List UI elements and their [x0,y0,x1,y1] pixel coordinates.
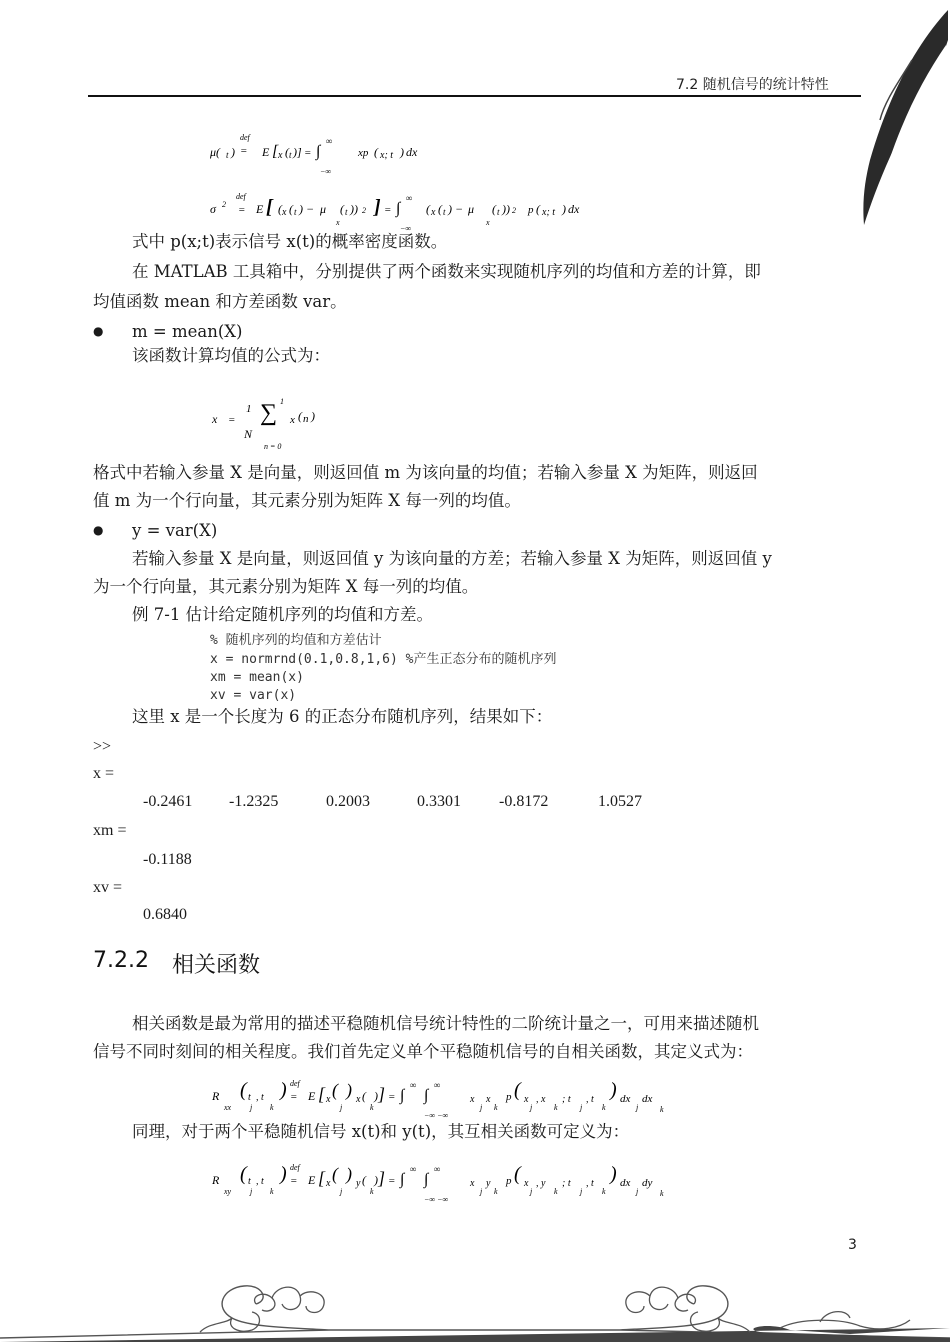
svg-text:j: j [250,1187,253,1196]
svg-text:k: k [270,1103,274,1112]
section-number: 7.2.2 [93,948,149,973]
svg-text:(: ( [332,1080,338,1100]
mean-explain-line1: 格式中若输入参量 X 是向量，则返回值 m 为该向量的均值；若输入参量 X 为矩阵，则返回 [93,463,758,482]
svg-text:x: x [524,1094,529,1105]
svg-text:xx: xx [224,1103,232,1112]
svg-text:x: x [278,150,283,161]
svg-text:k: k [660,1189,664,1198]
svg-text:t: t [294,207,297,217]
svg-text:k: k [370,1187,374,1196]
svg-text:(: ( [438,202,442,216]
svg-text:E: E [308,1089,316,1103]
svg-text:x: x [470,1094,475,1105]
output-x-value: 1.0527 [598,793,642,810]
bullet-var-function: y = var(X) [132,521,218,540]
bullet-dot: ● [93,523,104,537]
svg-text:j: j [530,1103,533,1112]
svg-text:xp: xp [358,147,369,159]
svg-text:(: ( [362,1089,366,1103]
svg-text:x: x [486,1094,491,1105]
output-xv-label: xv = [93,879,123,896]
svg-text:y: y [356,1178,361,1189]
svg-text:j: j [636,1187,639,1196]
svg-text:k: k [660,1105,664,1114]
svg-text:μ: μ [468,202,475,216]
svg-text:1: 1 [246,403,252,415]
svg-text:k: k [370,1103,374,1112]
svg-text:t: t [443,207,446,217]
svg-text:x; t: x; t [542,207,556,218]
svg-text:]: ] [374,196,381,218]
svg-text:): ) [610,1163,617,1185]
output-xm-label: xm = [93,822,127,839]
svg-text:j: j [340,1103,343,1112]
svg-text:(: ( [514,1079,521,1101]
svg-text:E: E [262,145,270,159]
result-intro: 这里 x 是一个长度为 6 的正态分布随机序列，结果如下： [132,707,553,726]
svg-text:dx: dx [568,202,580,216]
svg-text:[: [ [318,1168,326,1188]
svg-text:): ) [311,409,315,423]
svg-text:=: = [388,1175,396,1187]
svg-text:=: = [304,147,312,159]
svg-text:dx: dx [620,1093,631,1105]
svg-text:t: t [226,150,229,160]
svg-text:]: ] [378,1084,386,1104]
svg-text:∞: ∞ [410,1164,417,1174]
svg-text:j: j [480,1187,483,1196]
autocorrelation-formula [210,1072,690,1122]
svg-text:(: ( [298,409,302,423]
svg-text:=: = [290,1175,298,1187]
svg-text:−∞ −∞: −∞ −∞ [424,1111,449,1120]
bullet-mean-function: m = mean(X) [132,322,243,341]
svg-text:, t: , t [586,1094,594,1105]
matlab-intro-line2: 均值函数 mean 和方差函数 var。 [93,292,347,311]
svg-text:; t: ; t [562,1178,571,1189]
var-explain-line2: 为一个行向量，其元素分别为矩阵 X 每一列的均值。 [93,577,479,596]
cross-correlation-glyphs [210,1156,690,1206]
page-number: 3 [848,1237,857,1253]
svg-text:∫: ∫ [396,200,401,217]
svg-text:t: t [248,1092,251,1103]
svg-text:p: p [528,204,534,216]
svg-text:(: ( [285,145,289,159]
svg-text:(: ( [240,1079,247,1101]
probability-density-note: 式中 p(x;t)表示信号 x(t)的概率密度函数。 [132,232,448,251]
svg-text:∫: ∫ [400,1171,405,1188]
svg-text:μ: μ [320,202,327,216]
svg-text:j: j [580,1103,583,1112]
svg-text:=: = [238,204,246,216]
svg-text:k: k [602,1187,606,1196]
svg-text:): ) [610,1079,617,1101]
svg-text:x: x [524,1178,529,1189]
variance-formula-glyphs [210,185,610,235]
svg-text:k: k [494,1187,498,1196]
mean-formula-glyphs [210,128,470,178]
svg-text:)): )) [350,202,358,216]
svg-text:; t: ; t [562,1094,571,1105]
svg-text:x: x [486,218,490,227]
svg-text:x; t: x; t [380,150,394,161]
svg-text:x: x [470,1178,475,1189]
svg-text:(: ( [240,1163,247,1185]
cross-correlation-formula [210,1156,690,1206]
svg-text:j: j [340,1187,343,1196]
svg-text:def: def [236,192,246,201]
svg-text:): ) [562,202,566,216]
mean-sum-formula [210,390,350,460]
svg-text:∫: ∫ [400,1087,405,1104]
code-normrnd-line: x = normrnd(0.1,0.8,1,6) %产生正态分布的随机序列 [210,652,557,667]
svg-text:k: k [554,1187,558,1196]
svg-text:t: t [289,150,292,160]
svg-text:p: p [506,1091,512,1103]
svg-text:): ) [400,145,404,159]
svg-text:k: k [270,1187,274,1196]
svg-text:) −: ) − [448,202,464,216]
svg-text:, t: , t [256,1176,264,1187]
svg-text:x: x [290,414,295,426]
svg-text:x: x [356,1094,361,1105]
cross-correlation-intro: 同理，对于两个平稳随机信号 x(t)和 y(t)，其互相关函数可定义为： [132,1122,630,1141]
svg-text:σ: σ [210,202,216,216]
svg-text:def: def [290,1163,300,1172]
svg-text:−∞: −∞ [400,224,412,233]
autocorrelation-glyphs [210,1072,690,1122]
running-header: 7.2 随机信号的统计特性 [676,77,829,93]
svg-text:(: ( [536,202,540,216]
svg-text:k: k [554,1103,558,1112]
svg-text:2: 2 [362,206,366,215]
output-x-value: -0.8172 [499,793,549,810]
svg-text:=: = [240,145,248,157]
svg-text:y: y [486,1178,491,1189]
output-xv-value: 0.6840 [143,906,187,923]
svg-text:(: ( [340,202,344,216]
svg-text:2: 2 [512,206,516,215]
svg-text:)): )) [502,202,510,216]
output-x-value: 0.3301 [417,793,461,810]
svg-text:= 0: = 0 [270,442,282,451]
svg-text:): ) [231,145,235,159]
svg-text:def: def [240,133,250,142]
svg-text:j: j [250,1103,253,1112]
svg-text:, y: , y [536,1178,546,1189]
svg-text:∫: ∫ [316,143,321,160]
svg-text:, t: , t [586,1178,594,1189]
output-x-value: -0.2461 [143,793,193,810]
mean-sum-glyphs [210,390,350,460]
svg-text:t: t [248,1176,251,1187]
mean-formula-intro: 该函数计算均值的公式为： [132,346,330,365]
svg-text:μ(: μ( [210,145,221,159]
svg-text:(: ( [492,202,496,216]
svg-text:(: ( [278,202,282,216]
cloud-footer-decoration [0,1268,950,1342]
svg-text:E: E [256,202,264,216]
svg-text:[: [ [318,1084,326,1104]
svg-text:(: ( [362,1173,366,1187]
svg-text:t: t [345,207,348,217]
svg-text:(: ( [289,202,293,216]
svg-text:def: def [290,1079,300,1088]
svg-text:−∞: −∞ [320,167,332,176]
svg-text:dx: dx [620,1177,631,1189]
example-title: 例 7-1 估计给定随机序列的均值和方差。 [132,605,434,624]
svg-text:=: = [290,1091,298,1103]
svg-text:∞: ∞ [410,1080,417,1090]
svg-text:xy: xy [224,1187,232,1196]
svg-text:(: ( [426,202,430,216]
svg-text:1: 1 [280,397,284,406]
svg-text:∞: ∞ [434,1164,441,1174]
svg-text:R: R [212,1173,220,1187]
svg-text:E: E [308,1173,316,1187]
svg-text:, t: , t [256,1092,264,1103]
svg-text:x: x [336,218,340,227]
svg-text:=: = [384,204,392,216]
svg-text:): ) [346,1164,352,1184]
svg-text:=: = [228,414,236,426]
svg-text:x: x [282,207,287,218]
svg-text:x: x [326,1178,331,1189]
output-prompt: >> [93,738,112,755]
svg-text:]: ] [378,1168,386,1188]
svg-text:j: j [480,1103,483,1112]
output-xm-value: -0.1188 [143,851,192,868]
svg-text:[: [ [266,196,273,218]
header-rule [88,95,861,97]
svg-text:j: j [530,1187,533,1196]
svg-text:, x: , x [536,1094,546,1105]
svg-text:): ) [346,1080,352,1100]
svg-text:∑: ∑ [260,400,278,426]
var-explain-line1: 若输入参量 X 是向量，则返回值 y 为该向量的方差；若输入参量 X 为矩阵，则返回值 y [132,549,772,568]
svg-text:[: [ [272,143,279,160]
svg-text:) −: ) − [299,202,315,216]
svg-text:∞: ∞ [406,193,413,203]
svg-text:): ) [374,1173,378,1187]
svg-text:x: x [431,207,436,218]
correlation-intro-line2: 信号不同时刻间的相关程度。我们首先定义单个平稳随机信号的自相关函数，其定义式为： [93,1042,753,1061]
variance-definition-formula [210,185,610,235]
output-x-value: 0.2003 [326,793,370,810]
code-comment-line: % 随机序列的均值和方差估计 [210,633,382,648]
svg-text:(: ( [374,145,378,159]
svg-text:=: = [388,1091,396,1103]
correlation-intro-line1: 相关函数是最为常用的描述平稳随机信号统计特性的二阶统计量之一，可用来描述随机 [132,1014,759,1033]
svg-text:(: ( [514,1163,521,1185]
svg-text:∫: ∫ [424,1171,429,1188]
svg-text:k: k [602,1103,606,1112]
svg-text:dx: dx [642,1093,653,1105]
mean-definition-formula [210,128,470,178]
svg-text:n: n [264,442,268,451]
mean-explain-line2: 值 m 为一个行向量，其元素分别为矩阵 X 每一列的均值。 [93,491,521,510]
svg-text:∞: ∞ [326,136,333,146]
svg-text:k: k [494,1103,498,1112]
svg-text:(: ( [332,1164,338,1184]
svg-text:): ) [280,1079,287,1101]
code-mean-line: xm = mean(x) [210,670,304,685]
svg-text:∫: ∫ [424,1087,429,1104]
svg-text:)]: )] [293,145,302,159]
svg-text:x: x [212,412,218,426]
bullet-dot: ● [93,324,104,338]
svg-text:dx: dx [406,145,418,159]
svg-text:dy: dy [642,1177,653,1189]
output-x-value: -1.2325 [229,793,279,810]
svg-text:−∞ −∞: −∞ −∞ [424,1195,449,1204]
svg-text:2: 2 [222,200,226,209]
code-var-line: xv = var(x) [210,688,297,703]
svg-text:p: p [506,1175,512,1187]
matlab-intro-line1: 在 MATLAB 工具箱中，分别提供了两个函数来实现随机序列的均值和方差的计算，即 [132,262,761,281]
svg-text:): ) [374,1089,378,1103]
svg-text:j: j [636,1103,639,1112]
svg-text:j: j [580,1187,583,1196]
svg-text:x: x [326,1094,331,1105]
svg-text:t: t [497,207,500,217]
section-title: 相关函数 [172,953,261,978]
svg-text:n: n [303,413,309,425]
output-x-label: x = [93,765,115,782]
svg-text:∞: ∞ [434,1080,441,1090]
brush-stroke-decoration [850,0,950,230]
svg-text:R: R [212,1089,220,1103]
svg-text:): ) [280,1163,287,1185]
svg-text:N: N [244,427,253,441]
